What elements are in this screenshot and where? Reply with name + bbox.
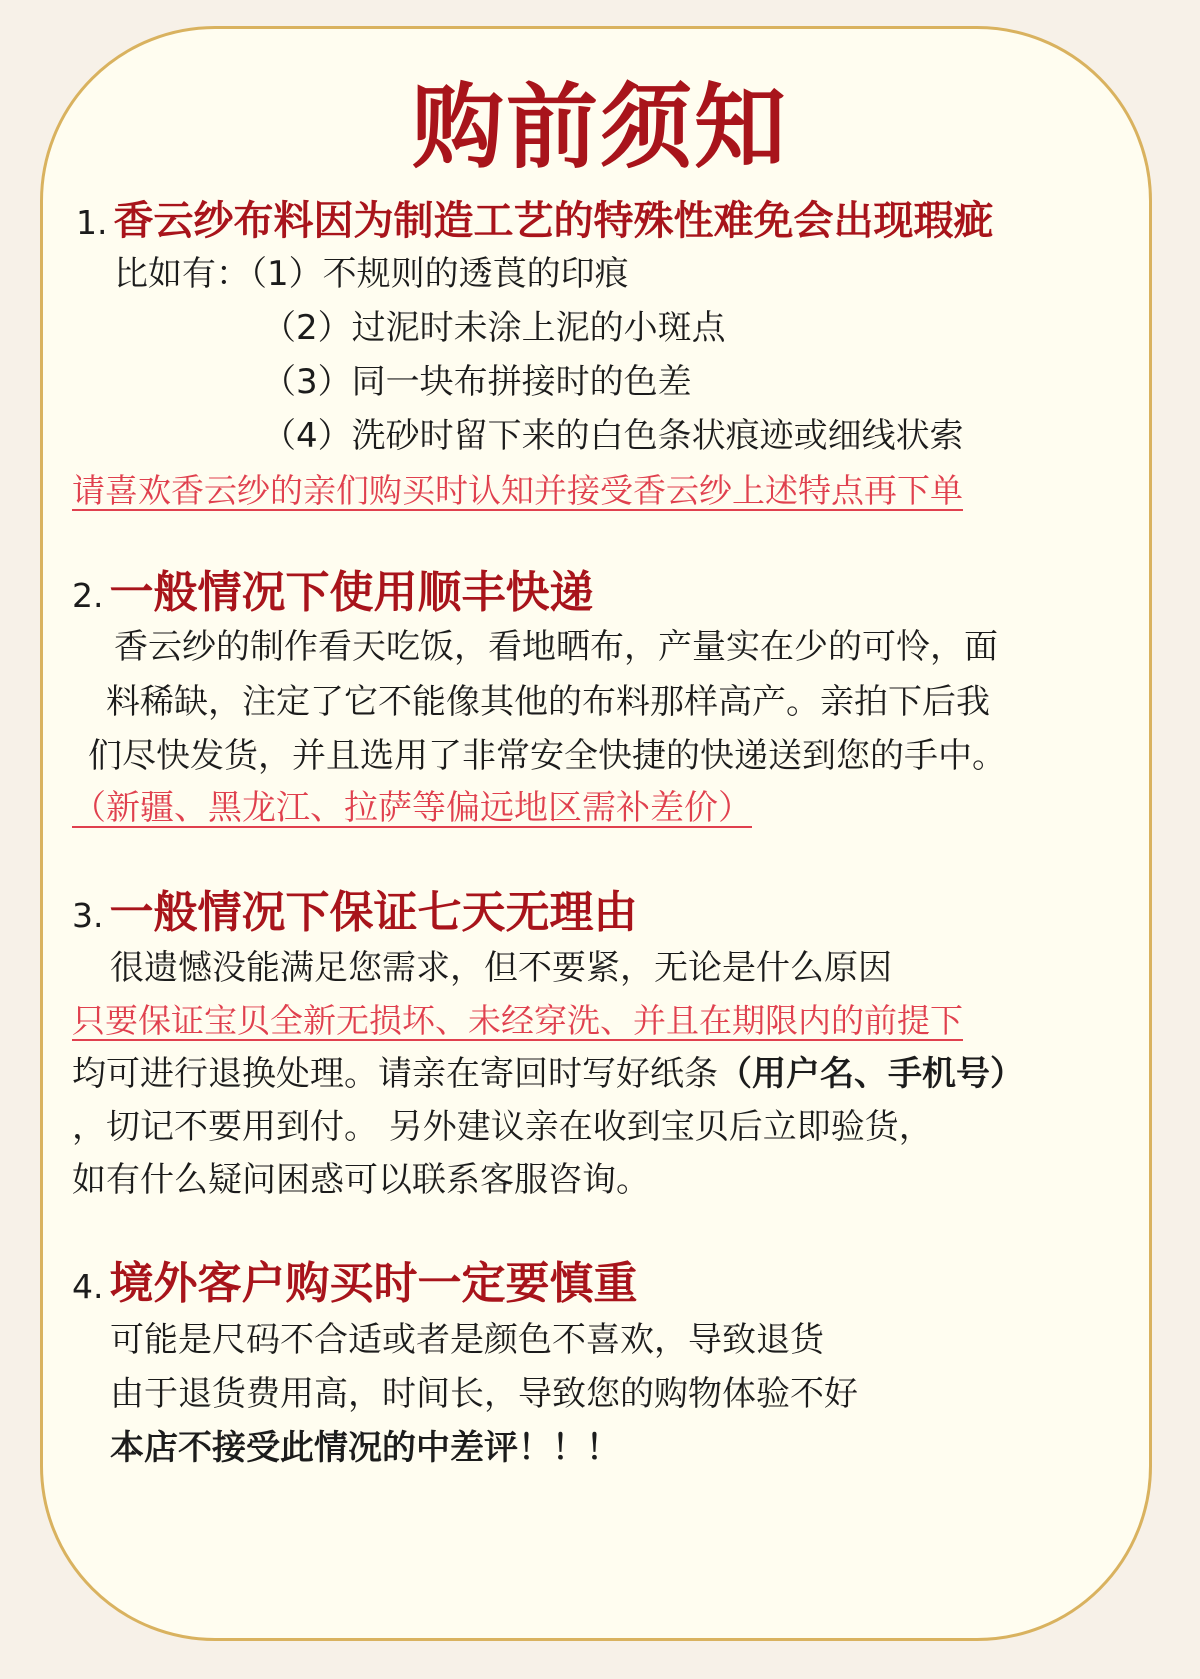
section-2-heading: 一般情况下使用顺丰快递 [109, 567, 594, 618]
section-2-note: （新疆、黑龙江、拉萨等偏远地区需补差价） [72, 788, 752, 828]
section-2-heading-row [72, 567, 594, 618]
section-1-item-3: （3）同一块布拼接时的色差 [262, 362, 692, 402]
section-3-line-3 [72, 1054, 1024, 1094]
section-3-number: 3. [72, 896, 104, 935]
section-1-heading: 香云纱布料因为制造工艺的特殊性难免会出现瑕疵 [113, 198, 994, 244]
section-1-note: 请喜欢香云纱的亲们购买时认知并接受香云纱上述特点再下单 [72, 471, 963, 510]
section-3-line-3-bold: （用户名、手机号） [718, 1054, 1024, 1094]
section-1-intro: 比如有：（1）不规则的透莨的印痕 [114, 254, 629, 294]
section-3-note: 只要保证宝贝全新无损坏、未经穿洗、并且在期限内的前提下 [72, 1001, 963, 1040]
section-3-line-3-text: 均可进行退换处理。请亲在寄回时写好纸条 [72, 1054, 718, 1094]
section-1-heading-row [76, 198, 994, 244]
section-2-number: 2. [72, 576, 104, 615]
section-3-line-4: ，切记不要用到付。 另外建议亲在收到宝贝后立即验货， [72, 1107, 933, 1147]
section-3-heading: 一般情况下保证七天无理由 [109, 887, 638, 938]
section-4-bold-line: 本店不接受此情况的中差评！！！ [110, 1428, 620, 1468]
section-1-item-4: （4）洗砂时留下来的白色条状痕迹或细线状索 [262, 416, 964, 456]
section-3-line-5: 如有什么疑问困惑可以联系客服咨询。 [72, 1160, 650, 1200]
section-4-line-2: 由于退货费用高，时间长，导致您的购物体验不好 [110, 1374, 858, 1414]
section-3-line-1: 很遗憾没能满足您需求，但不要紧，无论是什么原因 [110, 948, 892, 988]
section-1-item-2: （2）过泥时未涂上泥的小斑点 [262, 308, 726, 348]
page-title: 购前须知 [411, 74, 788, 181]
section-1-number: 1. [76, 203, 108, 242]
section-4-heading: 境外客户购买时一定要慎重 [109, 1258, 638, 1309]
section-3-heading-row [72, 887, 638, 938]
section-2-line-1: 香云纱的制作看天吃饭，看地晒布，产量实在少的可怜，面 [114, 627, 998, 667]
section-2-line-3: 们尽快发货，并且选用了非常安全快捷的快递送到您的手中。 [88, 736, 1006, 776]
section-4-number: 4. [72, 1267, 104, 1306]
section-4-line-1: 可能是尺码不合适或者是颜色不喜欢，导致退货 [110, 1320, 824, 1360]
section-2-line-2: 料稀缺，注定了它不能像其他的布料那样高产。亲拍下后我 [106, 682, 990, 722]
section-4-heading-row [72, 1258, 638, 1309]
